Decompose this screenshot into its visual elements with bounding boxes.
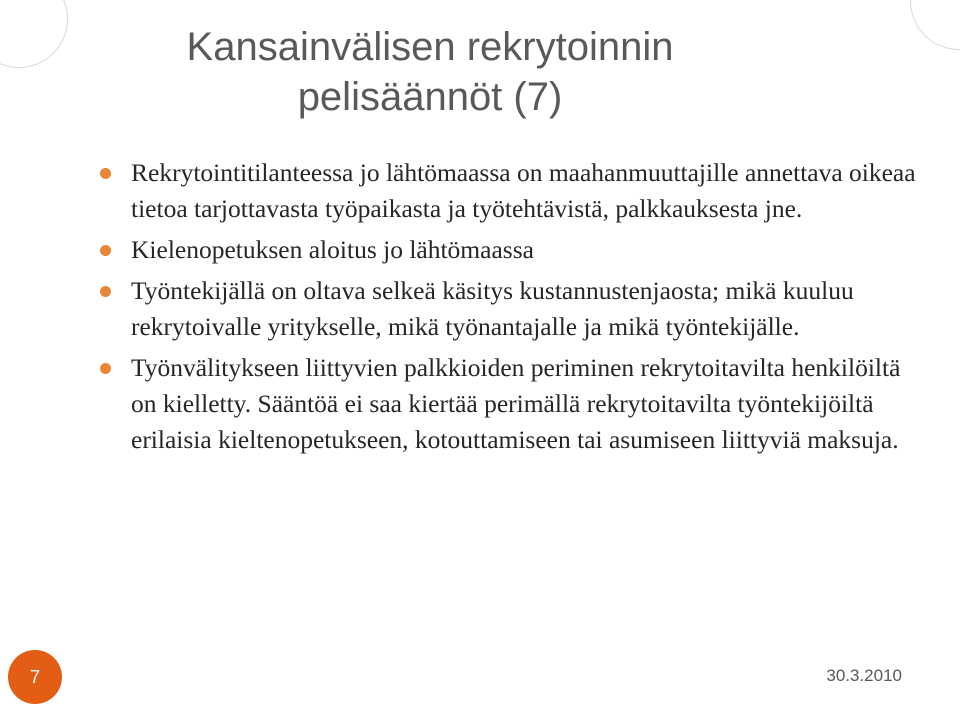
slide-title-line-1: Kansainvälisen rekrytoinnin <box>186 25 674 69</box>
bullet-text: Työnvälitykseen liittyvien palkkioiden periminen rekrytoitavilta henkilöiltä on kielletty. Sääntöä ei saa kiertää perimällä rekrytoitavilta työntekijöiltä erilaisia kieltenopetukseen, kotouttamiseen tai asumiseen liittyviä maksuja. <box>131 353 901 454</box>
bullet-item <box>100 232 920 268</box>
bullet-dot-icon <box>100 168 111 179</box>
bullet-item <box>100 273 920 345</box>
slide-date: 30.3.2010 <box>826 666 902 685</box>
decorative-circle-top-right <box>910 0 960 50</box>
bullet-item <box>100 155 920 227</box>
bullet-dot-icon <box>100 286 111 297</box>
slide-number: 7 <box>8 650 62 704</box>
slide-title-line-2: pelisäännöt (7) <box>297 75 563 119</box>
bullet-text: Kielenopetuksen aloitus jo lähtömaassa <box>131 235 534 264</box>
bullet-text: Työntekijällä on oltava selkeä käsitys kustannustenjaosta; mikä kuuluu rekrytoivalle yritykselle, mikä työnantajalle ja mikä työntekijälle. <box>131 276 854 341</box>
bullet-item <box>100 350 920 458</box>
bullet-dot-icon <box>100 245 111 256</box>
decorative-circle-top-left <box>0 0 68 68</box>
bullet-list <box>100 155 920 463</box>
slide-title <box>100 22 760 122</box>
bullet-dot-icon <box>100 363 111 374</box>
bullet-text: Rekrytointitilanteessa jo lähtömaassa on maahanmuuttajille annettava oikeaa tietoa tarjottavasta työpaikasta ja työtehtävistä, palkkauksesta jne. <box>131 158 916 223</box>
